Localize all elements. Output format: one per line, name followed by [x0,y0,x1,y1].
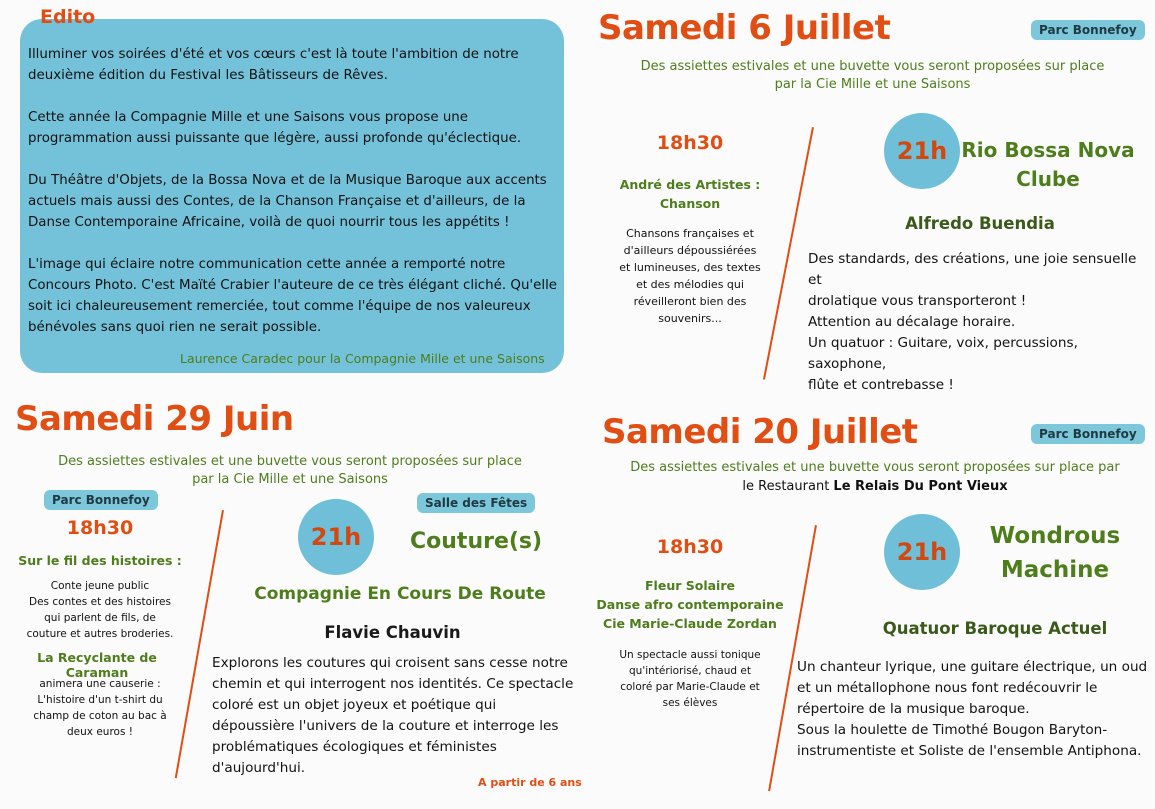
desc-line: problématiques écologiques et féministes [212,739,497,755]
event-intro [620,58,1125,94]
date-heading-6-juillet: Samedi 6 Juillet [598,8,891,48]
event-description [808,249,1153,396]
intro-line [615,477,1135,496]
intro-line: par la Cie Mille et une Saisons [774,77,971,92]
desc-line: qu'intériorisé, chaud et [629,665,751,677]
desc-line: Conte jeune public [50,580,150,592]
venue-tag: Parc Bonnefoy [44,490,158,510]
venue-tag: Parc Bonnefoy [1031,424,1145,444]
edito-text [28,44,558,359]
desc-line: instrumentiste et Soliste de l'ensemble Antiphona. [797,743,1142,759]
venue-tag: Salle des Fêtes [417,493,535,513]
artist-name [600,175,780,213]
edito-title: Edito [40,6,96,28]
event-description [797,657,1152,762]
desc-line: coloré est un objet joyeux et poétique qui [212,697,497,713]
date-heading-29-juin: Samedi 29 Juin [15,399,294,439]
desc-line: répertoire de la musique baroque. [797,701,1030,717]
desc-line: souvenirs... [658,312,722,325]
artist-line: André des Artistes : [619,177,761,192]
event-description [600,647,780,711]
title-line: Clube [1016,167,1080,191]
event-intro [40,453,540,489]
show-title: Couture(s) [410,529,543,554]
desc-line: Chansons françaises et [626,227,754,240]
venue-tag: Parc Bonnefoy [1031,20,1145,40]
desc-line: et un métallophone nous font redécouvrir le [797,680,1098,696]
event-description [602,225,778,327]
desc-line: Un spectacle aussi tonique [619,649,761,661]
desc-line: L'histoire d'un t-shirt du [37,694,163,706]
desc-line: Attention au décalage horaire. [808,314,1016,330]
event-description [212,653,582,779]
artist-line: Chanson [659,196,721,211]
desc-line: ses élèves [662,697,718,709]
desc-line: Sous la houlette de Timothé Bougon Baryton- [797,722,1108,738]
desc-line: Un chanteur lyrique, une guitare électrique, un oud [797,659,1148,675]
artist-name: Sur le fil des histoires : [18,553,182,568]
desc-line: Des standards, des créations, une joie sensuelle et [808,251,1137,288]
artist-line: Cie Marie-Claude Zordan [603,616,777,631]
age-note: A partir de 6 ans [478,776,582,789]
company-name: Compagnie En Cours De Route [254,584,546,604]
desc-line: couture et autres broderies. [26,628,174,640]
edito-paragraph: Cette année la Compagnie Mille et une Saisons vous propose une programmation aussi puissante que légère, aussi profonde qu'éclectique. [28,110,522,146]
edito-paragraph: L'image qui éclaire notre communication cette année a remporté notre Concours Photo. C'est Maïté Crabier l'auteure de ce très élégant cliché. Qu'elle soit ici chaleureusement remerciée, tout comme l'équipe de nos valeureux bénévoles sans quoi rien ne serait possible. [28,257,558,335]
event-description [10,578,190,642]
desc-line: flûte et contrebasse ! [808,377,954,393]
edito-paragraph: Illuminer vos soirées d'été et vos cœurs c'est là toute l'ambition de notre deuxième édition du Festival les Bâtisseurs de Rêves. [28,47,519,83]
desc-line: coloré par Marie-Claude et [620,681,760,693]
title-line: Rio Bossa Nova [961,138,1135,162]
desc-line: Des contes et des histoires [29,596,171,608]
intro-line: Des assiettes estivales et une buvette vous seront proposées sur place par [630,460,1120,475]
artist-name: La Recyclante de Caraman [37,650,157,680]
intro-line: par la Cie Mille et une Saisons [192,472,388,487]
time-18h30: 18h30 [656,132,724,154]
show-title [958,136,1138,194]
time-18h30: 18h30 [66,517,134,539]
desc-line: qui parlent de fils, de [44,612,156,624]
time-circle: 21h [298,499,374,575]
artist-name [590,576,790,633]
intro-line: Des assiettes estivales et une buvette vous seront proposées sur place [58,454,522,469]
desc-line: deux euros ! [67,726,133,738]
desc-line: Explorons les coutures qui croisent sans cesse notre [212,655,568,671]
show-title [970,519,1140,587]
time-circle: 21h [884,113,960,189]
restaurant-name: Le Relais Du Pont Vieux [833,479,1008,494]
desc-line: drolatique vous transporteront ! [808,293,1027,309]
desc-line: réveilleront bien des [633,295,747,308]
desc-line: animera une causerie : [39,678,161,690]
artist-line: Danse afro contemporaine [596,597,784,612]
time-circle: 21h [884,514,960,590]
artist-line: Fleur Solaire [645,578,735,593]
date-heading-20-juillet: Samedi 20 Juillet [602,412,918,452]
desc-line: et lumineuses, des textes [619,261,761,274]
event-description [10,676,190,740]
desc-line: d'aujourd'hui. [212,760,306,776]
desc-line: et des mélodies qui [636,278,744,291]
desc-line: chemin et qui interrogent nos identités. Ce spectacle [212,676,574,692]
artist-name: Alfredo Buendia [905,214,1055,233]
title-line: Wondrous [989,523,1121,549]
intro-text: le Restaurant [742,479,834,494]
desc-line: d'ailleurs dépoussiérées [623,244,757,257]
title-line: Machine [1000,557,1110,583]
desc-line: dépoussière l'univers de la couture et interroge les [212,718,559,734]
desc-line: Un quatuor : Guitare, voix, percussions, saxophone, [808,335,1078,372]
artist-name: Quatuor Baroque Actuel [882,619,1108,638]
event-intro [615,458,1135,496]
time-18h30: 18h30 [656,536,724,558]
desc-line: champ de coton au bac à [33,710,167,722]
edito-signature: Laurence Caradec pour la Compagnie Mille et une Saisons [180,351,545,366]
intro-line: Des assiettes estivales et une buvette vous seront proposées sur place [640,59,1105,74]
edito-paragraph: Du Théâtre d'Objets, de la Bossa Nova et de la Musique Baroque aux accents actuels mais aussi des Contes, de la Chanson Française et d'ailleurs, de la Danse Contemporaine Africaine, voilà de quoi nourrir tous les appétits ! [28,173,547,230]
artist-name: Flavie Chauvin [324,623,461,642]
